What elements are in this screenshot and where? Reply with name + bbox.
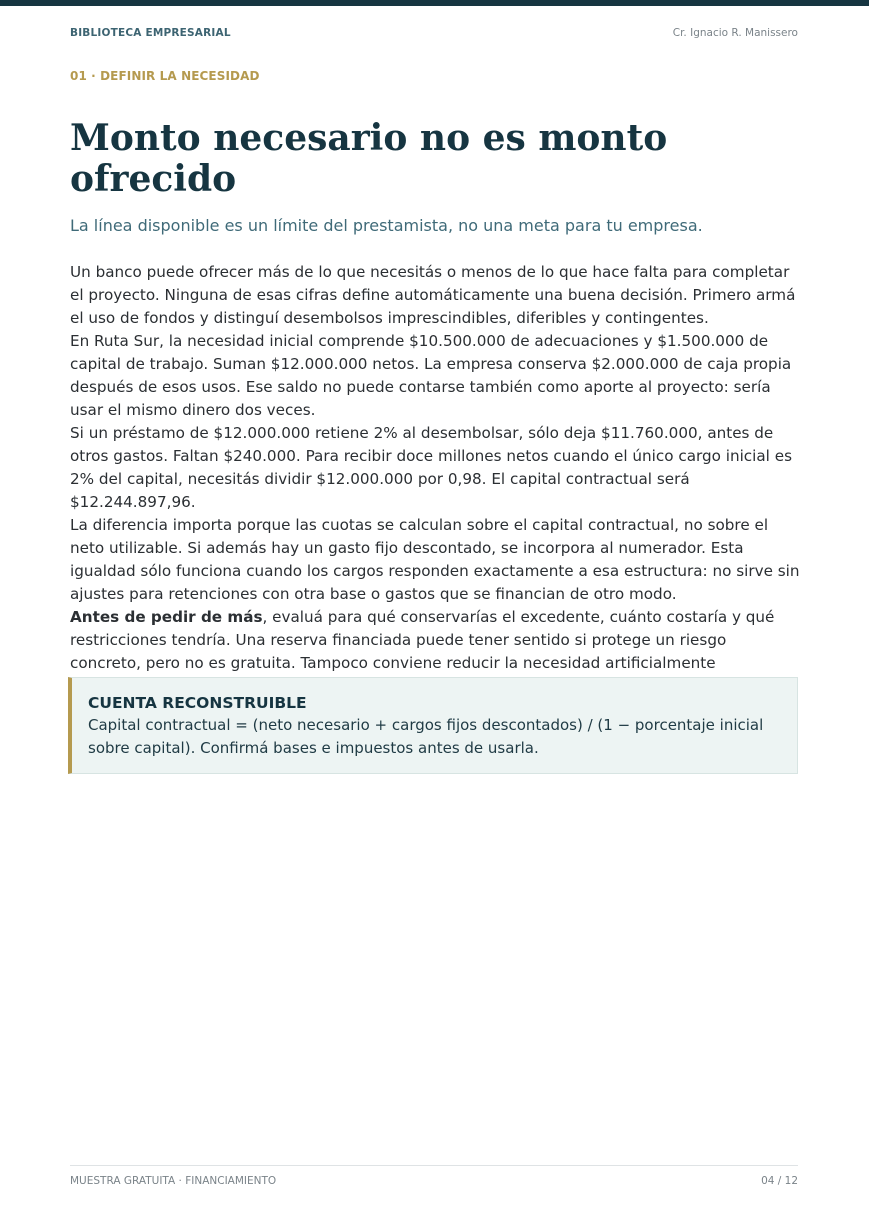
page-number: 04 / 12 [761,1175,798,1187]
page-header [70,27,798,39]
paragraph-3: Si un préstamo de $12.000.000 retiene 2% al desembolsar, sólo deja $11.760.000, antes de otros gastos. Faltan $240.000. Para recibir doce millones netos cuando el único cargo inicial es 2% del capital, necesitás dividir $12.000.000 por 0,98. El capital contractual será $12.244.897,96. [70,424,792,511]
formula-callout [68,677,798,774]
paragraph-2: En Ruta Sur, la necesidad inicial comprende $10.500.000 de adecuaciones y $1.500.000 de capital de trabajo. Suman $12.000.000 netos. La empresa conserva $2.000.000 de caja propia después de esos usos. Ese saldo no puede contarse también como aporte al proyecto: sería usar el mismo dinero dos veces. [70,332,792,419]
page-subtitle: La línea disponible es un límite del prestamista, no una meta para tu empresa. [70,216,703,235]
body-text [70,261,800,698]
brand-label: BIBLIOTECA EMPRESARIAL [70,27,231,39]
footer-label: MUESTRA GRATUITA · FINANCIAMIENTO [70,1175,277,1187]
paragraph-5-lead: Antes de pedir de más [70,608,263,626]
paragraph-5-rest: , evaluá para qué conservarías el excedente, cuánto costaría y qué restricciones tendría. Una reserva financiada puede tener sentido si protege un riesgo concreto, pero no es gratuita. Tampoco conviene reducir la necesidad artificialmente [70,608,775,672]
paragraph-1: Un banco puede ofrecer más de lo que necesitás o menos de lo que hace falta para completar el proyecto. Ninguna de esas cifras define automáticamente una buena decisión. Primero armá el uso de fondos y distinguí desembolsos imprescindibles, diferibles y contingentes. [70,263,796,327]
callout-body: Capital contractual = (neto necesario + cargos fijos descontados) / (1 − porcentaje inicial sobre capital). Confirmá bases e impuestos antes de usarla. [88,716,764,757]
top-accent-bar [0,0,869,6]
page-footer [70,1175,798,1187]
section-label: 01 · DEFINIR LA NECESIDAD [70,69,260,83]
author-name: Cr. Ignacio R. Manissero [672,27,798,39]
footer-divider [70,1165,798,1166]
paragraph-4: La diferencia importa porque las cuotas se calculan sobre el capital contractual, no sobre el neto utilizable. Si además hay un gasto fijo descontado, se incorpora al numerador. Esta igualdad sólo funciona cuando los cargos responden exactamente a esa estructura: no sirve sin ajustes para retenciones con otra base o gastos que se financian de otro modo. [70,516,800,603]
page-title: Monto necesario no es monto ofrecido [70,117,668,200]
callout-title: CUENTA RECONSTRUIBLE [88,694,307,712]
